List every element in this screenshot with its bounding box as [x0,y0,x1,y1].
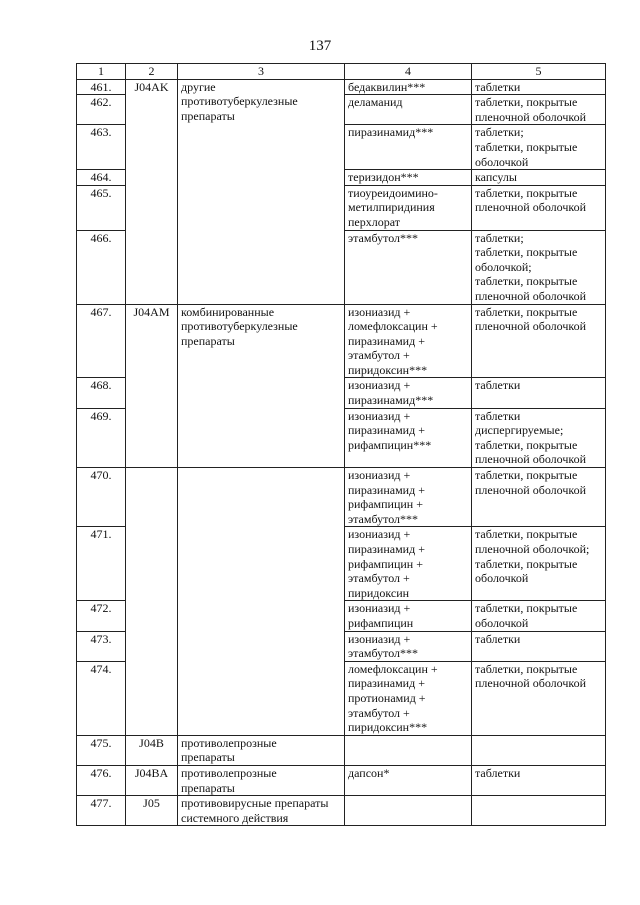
drug-name: бедаквилин*** [345,79,472,95]
drug-name: изониазид + ломефлоксацин + пиразинамид + этамбутол + пиридоксин*** [345,304,472,378]
drug-name [345,796,472,826]
column-header: 2 [126,64,178,80]
drug-name: деламанид [345,95,472,125]
dosage-form: таблетки; таблетки, покрытые оболочкой [472,125,606,170]
drug-table [76,63,606,826]
table-row [77,796,606,826]
dosage-form: таблетки [472,378,606,408]
dosage-form: таблетки; таблетки, покрытые оболочкой; таблетки, покрытые пленочной оболочкой [472,230,606,304]
drug-name: изониазид + рифампицин [345,601,472,631]
dosage-form: таблетки диспергируемые; таблетки, покрытые пленочной оболочкой [472,408,606,467]
dosage-form: таблетки, покрытые пленочной оболочкой [472,304,606,378]
group-name-empty [178,468,345,736]
group-name: противолепрозные препараты [178,765,345,795]
dosage-form: таблетки, покрытые пленочной оболочкой [472,185,606,230]
atc-code: J04BA [126,765,178,795]
row-number: 463. [77,125,126,170]
drug-name [345,735,472,765]
dosage-form: таблетки, покрытые пленочной оболочкой [472,661,606,735]
row-number: 468. [77,378,126,408]
row-number: 473. [77,631,126,661]
table-row [77,765,606,795]
row-number: 477. [77,796,126,826]
drug-name: изониазид + пиразинамид*** [345,378,472,408]
row-number: 476. [77,765,126,795]
row-number: 469. [77,408,126,467]
drug-name: этамбутол*** [345,230,472,304]
drug-name: изониазид + этамбутол*** [345,631,472,661]
atc-code: J05 [126,796,178,826]
row-number: 466. [77,230,126,304]
dosage-form: таблетки, покрытые пленочной оболочкой [472,95,606,125]
group-name: другие противотуберкулезные препараты [178,79,345,304]
row-number: 471. [77,527,126,601]
dosage-form: капсулы [472,170,606,186]
drug-name: теризидон*** [345,170,472,186]
dosage-form: таблетки, покрытые пленочной оболочкой [472,468,606,527]
table-row [77,735,606,765]
drug-name: изониазид + пиразинамид + рифампицин*** [345,408,472,467]
atc-code: J04AM [126,304,178,468]
row-number: 461. [77,79,126,95]
drug-name: пиразинамид*** [345,125,472,170]
column-header: 1 [77,64,126,80]
row-number: 465. [77,185,126,230]
column-header: 5 [472,64,606,80]
group-name: противолепрозные препараты [178,735,345,765]
dosage-form: таблетки [472,765,606,795]
table-row [77,468,606,527]
row-number: 474. [77,661,126,735]
group-name: комбинированные противотуберкулезные препараты [178,304,345,468]
row-number: 470. [77,468,126,527]
drug-name: изониазид + пиразинамид + рифампицин + этамбутол + пиридоксин [345,527,472,601]
page-number: 137 [308,38,332,54]
dosage-form: таблетки [472,631,606,661]
drug-name: тиоуреидоимино- метилпиридиния перхлорат [345,185,472,230]
dosage-form [472,796,606,826]
atc-code: J04AK [126,79,178,304]
drug-name: дапсон* [345,765,472,795]
column-header: 3 [178,64,345,80]
drug-name: изониазид + пиразинамид + рифампицин + этамбутол*** [345,468,472,527]
dosage-form: таблетки, покрытые пленочной оболочкой; таблетки, покрытые оболочкой [472,527,606,601]
row-number: 467. [77,304,126,378]
column-header: 4 [345,64,472,80]
table-row [77,304,606,378]
row-number: 462. [77,95,126,125]
atc-code-empty [126,468,178,736]
table-row [77,79,606,95]
dosage-form [472,735,606,765]
dosage-form: таблетки [472,79,606,95]
row-number: 472. [77,601,126,631]
drug-name: ломефлоксацин + пиразинамид + протионамид + этамбутол + пиридоксин*** [345,661,472,735]
atc-code: J04B [126,735,178,765]
group-name: противовирусные препараты системного действия [178,796,345,826]
table-header-row [77,64,606,80]
row-number: 464. [77,170,126,186]
dosage-form: таблетки, покрытые оболочкой [472,601,606,631]
row-number: 475. [77,735,126,765]
